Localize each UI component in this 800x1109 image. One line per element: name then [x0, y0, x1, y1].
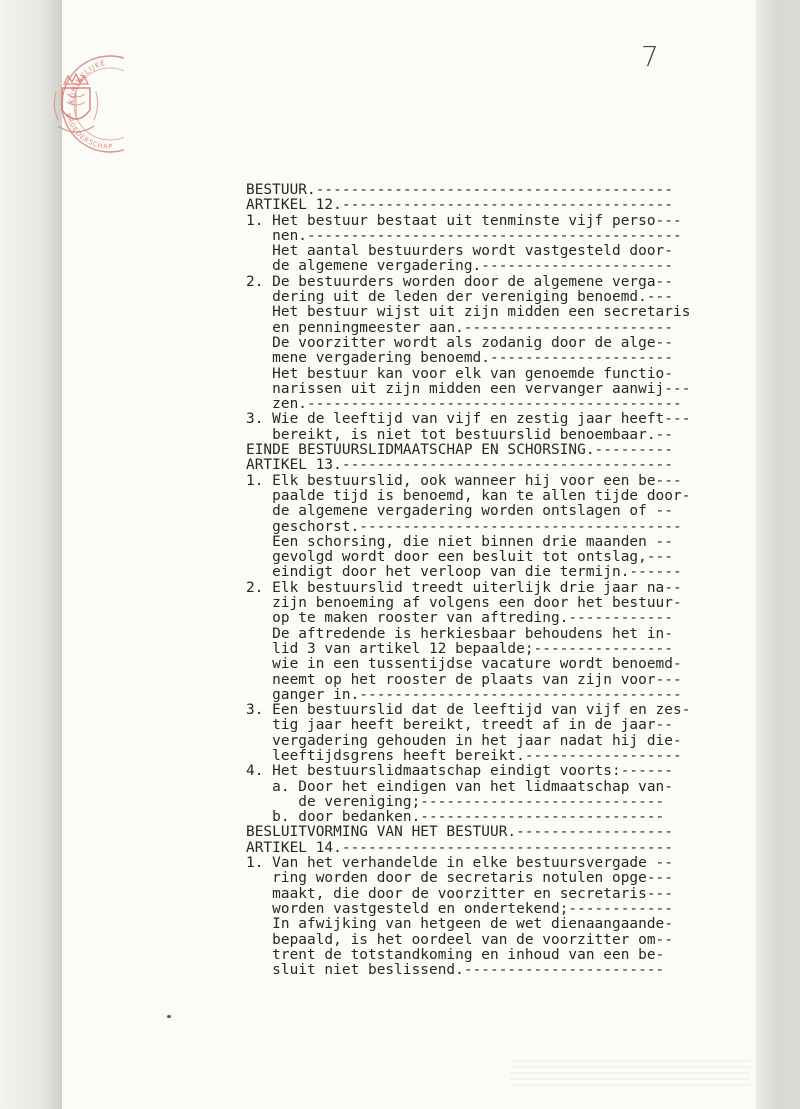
text-line: 1. Van het verhandelde in elke bestuursvergade --	[246, 855, 673, 872]
text-line: de vereniging;----------------------------	[246, 793, 665, 810]
text-line: ARTIKEL 13.--------------------------------------	[246, 457, 673, 474]
text-line: mene vergadering benoemd.---------------------	[246, 350, 673, 367]
seal-top-text: KONINKLIJKE	[67, 58, 107, 105]
text-line: a. Door het eindigen van het lidmaatschap van-	[246, 778, 673, 795]
text-line: lid 3 van artikel 12 bepaalde;----------------	[246, 640, 673, 657]
text-line: De aftredende is herkiesbaar behoudens het in-	[246, 625, 673, 642]
text-line: geschorst.-------------------------------------	[246, 518, 682, 535]
text-line: maakt, die door de voorzitter en secretaris---	[246, 885, 673, 902]
text-line: leeftijdsgrens heeft bereikt.------------------	[246, 747, 682, 764]
text-line: Het aantal bestuurders wordt vastgesteld door-	[246, 243, 673, 260]
statute-text-body	[246, 183, 690, 978]
text-line: 3. Een bestuurslid dat de leeftijd van vijf en zes-	[246, 702, 691, 719]
show-through-text	[510, 1060, 750, 1090]
text-line: tig jaar heeft bereikt, treedt af in de jaar--	[246, 717, 673, 734]
stray-ink-dot	[167, 1015, 171, 1018]
text-line: 2. Elk bestuurslid treedt uiterlijk drie jaar na--	[246, 579, 682, 596]
text-line: Het bestuur kan voor elk van genoemde functio-	[246, 365, 673, 382]
text-line: worden vastgesteld en ondertekend;------------	[246, 900, 673, 917]
text-line: neemt op het rooster de plaats van zijn voor---	[246, 671, 682, 688]
text-line: ARTIKEL 14.--------------------------------------	[246, 839, 673, 856]
text-line: vergadering gehouden in het jaar nadat hij die-	[246, 732, 682, 749]
text-line: de algemene vergadering worden ontslagen of --	[246, 503, 673, 520]
text-line: wie in een tussentijdse vacature wordt benoemd-	[246, 656, 682, 673]
text-line: De voorzitter wordt als zodanig door de alge--	[246, 334, 673, 351]
text-line: en penningmeester aan.------------------------	[246, 319, 673, 336]
text-line: 2. De bestuurders worden door de algemene verga--	[246, 273, 673, 290]
text-line: ARTIKEL 12.--------------------------------------	[246, 197, 673, 214]
text-line: 1. Het bestuur bestaat uit tenminste vijf perso---	[246, 212, 682, 229]
text-line: 3. Wie de leeftijd van vijf en zestig jaar heeft---	[246, 411, 691, 428]
seal-icon	[52, 48, 124, 160]
text-line: b. door bedanken.----------------------------	[246, 809, 665, 826]
text-line: trent de totstandkoming en inhoud van een be-	[246, 946, 665, 963]
text-line: Het bestuur wijst uit zijn midden een secretaris	[246, 304, 691, 321]
text-line: Een schorsing, die niet binnen drie maanden --	[246, 533, 673, 550]
text-line: eindigt door het verloop van die termijn.------	[246, 564, 682, 581]
text-line: sluit niet beslissend.-----------------------	[246, 962, 665, 979]
seal-bottom-text: BROEDERSCHAP	[63, 112, 114, 151]
text-line: gevolgd wordt door een besluit tot ontslag,---	[246, 549, 673, 566]
text-line: bereikt, is niet tot bestuurslid benoembaar.--	[246, 426, 673, 443]
text-line: nen.-------------------------------------------	[246, 227, 682, 244]
text-line: narissen uit zijn midden een vervanger aanwij---	[246, 380, 691, 397]
text-line: EINDE BESTUURSLIDMAATSCHAP EN SCHORSING.---------	[246, 442, 673, 459]
text-line: BESLUITVORMING VAN HET BESTUUR.------------------	[246, 824, 673, 841]
page-number: 7	[641, 40, 659, 73]
text-line: 1. Elk bestuurslid, ook wanneer hij voor een be---	[246, 472, 682, 489]
text-line: ganger in.-------------------------------------	[246, 686, 682, 703]
text-line: op te maken rooster van aftreding.------------	[246, 610, 673, 627]
binding-gutter	[0, 0, 62, 1109]
text-line: ring worden door de secretaris notulen opge---	[246, 870, 673, 887]
text-line: BESTUUR.-----------------------------------------	[246, 182, 673, 198]
text-line: dering uit de leden der vereniging benoemd.---	[246, 289, 673, 306]
text-line: 4. Het bestuurslidmaatschap eindigt voorts:------	[246, 763, 673, 780]
text-line: paalde tijd is benoemd, kan te allen tijde door-	[246, 487, 691, 504]
text-line: zen.-------------------------------------------	[246, 396, 682, 413]
page-edge-shadow	[756, 0, 778, 1109]
text-line: bepaald, is het oordeel van de voorzitter om--	[246, 931, 673, 948]
embossed-seal-stamp	[52, 48, 124, 160]
text-line: In afwijking van hetgeen de wet dienaangaande-	[246, 916, 673, 933]
text-line: zijn benoeming af volgens een door het bestuur-	[246, 595, 682, 612]
text-line: de algemene vergadering.----------------------	[246, 258, 673, 275]
